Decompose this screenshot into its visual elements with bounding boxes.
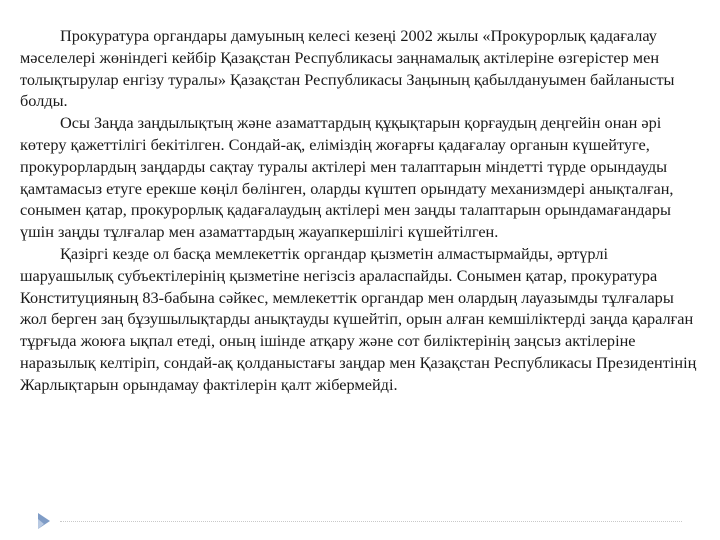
paragraph-2: Осы Заңда заңдылықтың және азаматтардың құқықтарын қорғаудың деңгейін онан әрі көтеру қажеттілігі бекітілген. Сондай-ақ, еліміздің жоғарғы қадағалау органын күшейтуге, прокурорлардың заңдарды сақтау туралы актілері мен талаптарын міндетті түрде орындауды қамтамасыз етуге ерекше көңіл бөлінген, оларды күштеп орындату механизмдері анықталған, сонымен қатар, прокурорлық қадағалаудың актілері мен заңды талаптарын орындамағандары үшін заңды тұлғалар мен азаматтардың жауапкершілігі күшейтілген. <box>20 113 674 242</box>
paragraph-3: Қазіргі кезде ол басқа мемлекеттік органдар қызметін алмастырмайды, әртүрлі шаруашылық субъектілерінің қызметіне негізсіз араласпайды. Сонымен қатар, прокуратура Конституцияның 83-бабына сәйкес, мемлекеттік органдар мен олардың лауазымды тұлғалары жол берген заң бұзушылықтарды анықтауды күшейтіп, орын алған кемшіліктерді заңда қаралған тұрғыда жоюға ықпал етеді, оның ішінде атқару және сот биліктерінің заңсыз актілеріне наразылық келтіріп, сондай-ақ қолданыстағы заңдар мен Қазақстан Республикасы Президентінің Жарлықтарын орындамау фактілерін қалт жібермейді. <box>20 243 697 394</box>
document-body <box>20 25 700 396</box>
footer-divider <box>60 521 682 522</box>
paragraph-1: Прокуратура органдары дамуының келесі кезеңі 2002 жылы «Прокурорлық қадағалау мәселелері жөніндегі кейбір Қазақстан Республикасы заңнамалық актілеріне өзгерістер мен толықтырулар енгізу туралы» Қазақстан Республикасы Заңының қабылдануымен байланысты болды. <box>20 26 675 111</box>
arrow-bullet-icon <box>38 513 50 529</box>
